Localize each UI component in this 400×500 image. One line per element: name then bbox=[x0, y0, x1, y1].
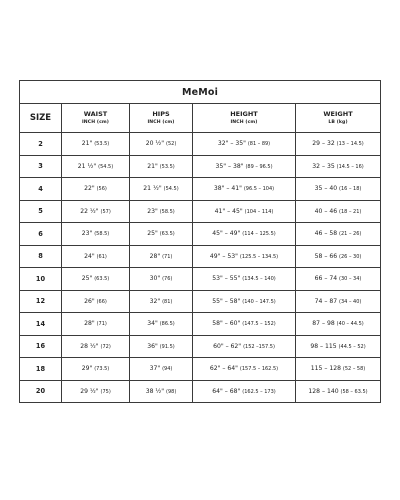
hips-cell bbox=[130, 155, 193, 178]
height-cell bbox=[193, 133, 296, 156]
height-value: 41" – 45" bbox=[214, 207, 243, 215]
height-metric-value: (147.5 – 152) bbox=[242, 321, 276, 328]
size-cell: 6 bbox=[20, 223, 62, 246]
hips-metric-value: (52) bbox=[166, 141, 177, 148]
table-row bbox=[20, 178, 381, 201]
weight-metric-value: (52 – 58) bbox=[342, 366, 366, 373]
waist-cell bbox=[62, 133, 130, 156]
hips-header bbox=[130, 104, 193, 133]
size-chart-table bbox=[19, 80, 381, 403]
size-cell: 4 bbox=[20, 178, 62, 201]
weight-metric-value: (30 – 34) bbox=[339, 276, 362, 283]
height-value: 32" – 35" bbox=[217, 140, 246, 148]
waist-cell bbox=[62, 178, 130, 201]
weight-cell bbox=[296, 178, 381, 201]
waist-cell bbox=[62, 380, 130, 403]
waist-metric-value: (54.5) bbox=[98, 163, 114, 170]
weight-metric-value: (21 – 26) bbox=[339, 231, 362, 238]
hips-metric-value: (71) bbox=[162, 253, 173, 260]
hips-value: 38 ½" bbox=[145, 387, 165, 395]
weight-value: 115 – 128 bbox=[310, 365, 341, 373]
hips-cell bbox=[130, 358, 193, 381]
size-cell: 14 bbox=[20, 313, 62, 336]
height-cell bbox=[193, 380, 296, 403]
height-value: 55" – 58" bbox=[212, 297, 241, 305]
size-cell: 10 bbox=[20, 268, 62, 291]
waist-value: 23" bbox=[81, 230, 93, 238]
hips-value: 25" bbox=[147, 230, 158, 238]
weight-value: 40 – 46 bbox=[314, 207, 338, 215]
hips-value: 23" bbox=[147, 207, 158, 215]
table-row bbox=[20, 335, 381, 358]
brand-row bbox=[20, 81, 381, 104]
weight-cell bbox=[296, 200, 381, 223]
hips-metric-value: (58.5) bbox=[159, 208, 175, 215]
weight-value: 46 – 58 bbox=[314, 230, 338, 238]
height-value: 38" – 41" bbox=[213, 185, 242, 193]
waist-cell bbox=[62, 155, 130, 178]
height-cell bbox=[193, 335, 296, 358]
header-row bbox=[20, 104, 381, 133]
hips-metric-value: (63.5) bbox=[159, 231, 175, 238]
height-cell bbox=[193, 178, 296, 201]
weight-cell bbox=[296, 313, 381, 336]
weight-metric-value: (18 – 21) bbox=[339, 208, 362, 215]
brand-title: MeMoi bbox=[20, 81, 381, 104]
weight-value: 74 – 87 bbox=[314, 297, 338, 305]
weight-cell bbox=[296, 358, 381, 381]
waist-metric-value: (56) bbox=[96, 186, 107, 193]
hips-metric-value: (86.5) bbox=[159, 321, 175, 328]
hips-header-unit: INCH (cm) bbox=[147, 120, 175, 125]
size-cell: 3 bbox=[20, 155, 62, 178]
weight-cell bbox=[296, 133, 381, 156]
weight-value: 66 – 74 bbox=[314, 275, 338, 283]
size-cell: 20 bbox=[20, 380, 62, 403]
height-metric-value: (81 – 89) bbox=[247, 141, 271, 148]
weight-value: 87 – 98 bbox=[312, 320, 335, 328]
height-header bbox=[193, 104, 296, 133]
weight-value: 29 – 32 bbox=[312, 140, 335, 148]
height-header-label: HEIGHT bbox=[230, 110, 258, 118]
height-cell bbox=[193, 223, 296, 246]
height-metric-value: (162.5 – 173) bbox=[242, 388, 276, 395]
waist-value: 29 ½" bbox=[80, 387, 99, 395]
hips-metric-value: (98) bbox=[166, 388, 177, 395]
hips-cell bbox=[130, 178, 193, 201]
hips-cell bbox=[130, 335, 193, 358]
weight-cell bbox=[296, 245, 381, 268]
size-cell: 16 bbox=[20, 335, 62, 358]
height-value: 53" – 55" bbox=[212, 275, 241, 283]
waist-metric-value: (57) bbox=[100, 208, 111, 215]
hips-value: 37" bbox=[149, 365, 161, 373]
hips-value: 32" bbox=[149, 297, 161, 305]
hips-cell bbox=[130, 223, 193, 246]
hips-metric-value: (54.5) bbox=[163, 186, 179, 193]
waist-value: 22" bbox=[84, 185, 95, 193]
size-header: SIZE bbox=[20, 104, 62, 133]
table-row bbox=[20, 313, 381, 336]
table-row bbox=[20, 268, 381, 291]
height-cell bbox=[193, 245, 296, 268]
hips-metric-value: (94) bbox=[162, 366, 173, 373]
hips-value: 36" bbox=[147, 342, 158, 350]
hips-cell bbox=[130, 380, 193, 403]
waist-value: 25" bbox=[81, 275, 93, 283]
waist-header-unit: INCH (cm) bbox=[82, 120, 109, 125]
table-row bbox=[20, 290, 381, 313]
waist-metric-value: (66) bbox=[96, 298, 107, 305]
table-row bbox=[20, 200, 381, 223]
weight-metric-value: (40 – 44.5) bbox=[336, 321, 364, 328]
hips-cell bbox=[130, 290, 193, 313]
hips-metric-value: (53.5) bbox=[159, 163, 175, 170]
height-value: 35" – 38" bbox=[215, 162, 244, 170]
height-metric-value: (157.5 – 162.5) bbox=[239, 366, 279, 373]
weight-cell bbox=[296, 290, 381, 313]
table-row bbox=[20, 358, 381, 381]
height-metric-value: (89 – 96.5) bbox=[245, 163, 273, 170]
table-row bbox=[20, 245, 381, 268]
hips-header-label: HIPS bbox=[152, 110, 170, 118]
waist-header bbox=[62, 104, 130, 133]
waist-value: 24" bbox=[84, 252, 95, 260]
size-cell: 2 bbox=[20, 133, 62, 156]
waist-metric-value: (53.5) bbox=[94, 141, 110, 148]
waist-metric-value: (63.5) bbox=[94, 276, 110, 283]
size-chart bbox=[19, 80, 380, 420]
hips-cell bbox=[130, 268, 193, 291]
weight-header-unit: LB (kg) bbox=[328, 120, 348, 125]
weight-metric-value: (58 – 63.5) bbox=[340, 388, 368, 395]
waist-value: 26" bbox=[84, 297, 95, 305]
weight-cell bbox=[296, 268, 381, 291]
weight-value: 35 – 40 bbox=[314, 185, 338, 193]
height-metric-value: (140 – 147.5) bbox=[242, 298, 276, 305]
weight-metric-value: (13 – 14.5) bbox=[336, 141, 364, 148]
height-cell bbox=[193, 268, 296, 291]
waist-metric-value: (75) bbox=[100, 388, 111, 395]
waist-metric-value: (58.5) bbox=[94, 231, 110, 238]
weight-metric-value: (16 – 18) bbox=[339, 186, 362, 193]
height-cell bbox=[193, 155, 296, 178]
height-header-unit: INCH (cm) bbox=[230, 120, 258, 125]
height-metric-value: (104 – 114) bbox=[244, 208, 274, 215]
table-row bbox=[20, 155, 381, 178]
waist-cell bbox=[62, 268, 130, 291]
height-metric-value: (152 –157.5) bbox=[243, 343, 275, 350]
size-cell: 12 bbox=[20, 290, 62, 313]
weight-value: 58 – 66 bbox=[314, 252, 338, 260]
height-value: 62" – 64" bbox=[209, 365, 238, 373]
waist-value: 22 ½" bbox=[80, 207, 99, 215]
size-cell: 5 bbox=[20, 200, 62, 223]
height-metric-value: (114 – 125.5) bbox=[242, 231, 276, 238]
height-metric-value: (96.5 – 104) bbox=[243, 186, 275, 193]
weight-metric-value: (44.5 – 52) bbox=[338, 343, 366, 350]
hips-value: 28" bbox=[149, 252, 161, 260]
hips-metric-value: (76) bbox=[162, 276, 173, 283]
waist-value: 21" bbox=[81, 140, 93, 148]
height-cell bbox=[193, 358, 296, 381]
weight-header-label: WEIGHT bbox=[323, 110, 353, 118]
waist-metric-value: (61) bbox=[96, 253, 107, 260]
hips-value: 34" bbox=[147, 320, 158, 328]
weight-cell bbox=[296, 335, 381, 358]
height-value: 45" – 49" bbox=[212, 230, 241, 238]
waist-metric-value: (71) bbox=[96, 321, 107, 328]
waist-cell bbox=[62, 290, 130, 313]
table-row bbox=[20, 380, 381, 403]
height-metric-value: (134.5 – 140) bbox=[242, 276, 276, 283]
waist-cell bbox=[62, 200, 130, 223]
waist-metric-value: (73.5) bbox=[94, 366, 110, 373]
height-value: 64" – 68" bbox=[212, 387, 241, 395]
waist-cell bbox=[62, 245, 130, 268]
weight-value: 128 – 140 bbox=[308, 387, 339, 395]
hips-value: 30" bbox=[149, 275, 161, 283]
table-row bbox=[20, 223, 381, 246]
weight-metric-value: (34 – 40) bbox=[339, 298, 362, 305]
height-cell bbox=[193, 313, 296, 336]
height-cell bbox=[193, 200, 296, 223]
weight-cell bbox=[296, 155, 381, 178]
waist-value: 21 ½" bbox=[77, 162, 97, 170]
weight-cell bbox=[296, 223, 381, 246]
hips-metric-value: (81) bbox=[162, 298, 173, 305]
weight-cell bbox=[296, 380, 381, 403]
waist-value: 28" bbox=[84, 320, 95, 328]
waist-value: 28 ½" bbox=[80, 342, 99, 350]
hips-cell bbox=[130, 313, 193, 336]
hips-value: 21" bbox=[147, 162, 158, 170]
height-cell bbox=[193, 290, 296, 313]
weight-header bbox=[296, 104, 381, 133]
hips-metric-value: (91.5) bbox=[159, 343, 175, 350]
waist-value: 29" bbox=[81, 365, 93, 373]
waist-cell bbox=[62, 223, 130, 246]
height-value: 60" – 62" bbox=[213, 342, 242, 350]
hips-cell bbox=[130, 133, 193, 156]
hips-cell bbox=[130, 245, 193, 268]
hips-value: 21 ½" bbox=[143, 185, 162, 193]
waist-cell bbox=[62, 358, 130, 381]
height-value: 58" – 60" bbox=[212, 320, 241, 328]
hips-value: 20 ½" bbox=[145, 140, 165, 148]
hips-cell bbox=[130, 200, 193, 223]
weight-value: 32 – 35 bbox=[312, 162, 335, 170]
waist-header-label: WAIST bbox=[83, 110, 108, 118]
height-value: 49" – 53" bbox=[209, 252, 238, 260]
height-metric-value: (125.5 – 134.5) bbox=[239, 253, 279, 260]
size-cell: 18 bbox=[20, 358, 62, 381]
weight-metric-value: (14.5 – 16) bbox=[336, 163, 364, 170]
table-row bbox=[20, 133, 381, 156]
size-cell: 8 bbox=[20, 245, 62, 268]
waist-cell bbox=[62, 335, 130, 358]
weight-value: 98 – 115 bbox=[310, 342, 337, 350]
weight-metric-value: (26 – 30) bbox=[339, 253, 362, 260]
waist-metric-value: (72) bbox=[100, 343, 111, 350]
waist-cell bbox=[62, 313, 130, 336]
